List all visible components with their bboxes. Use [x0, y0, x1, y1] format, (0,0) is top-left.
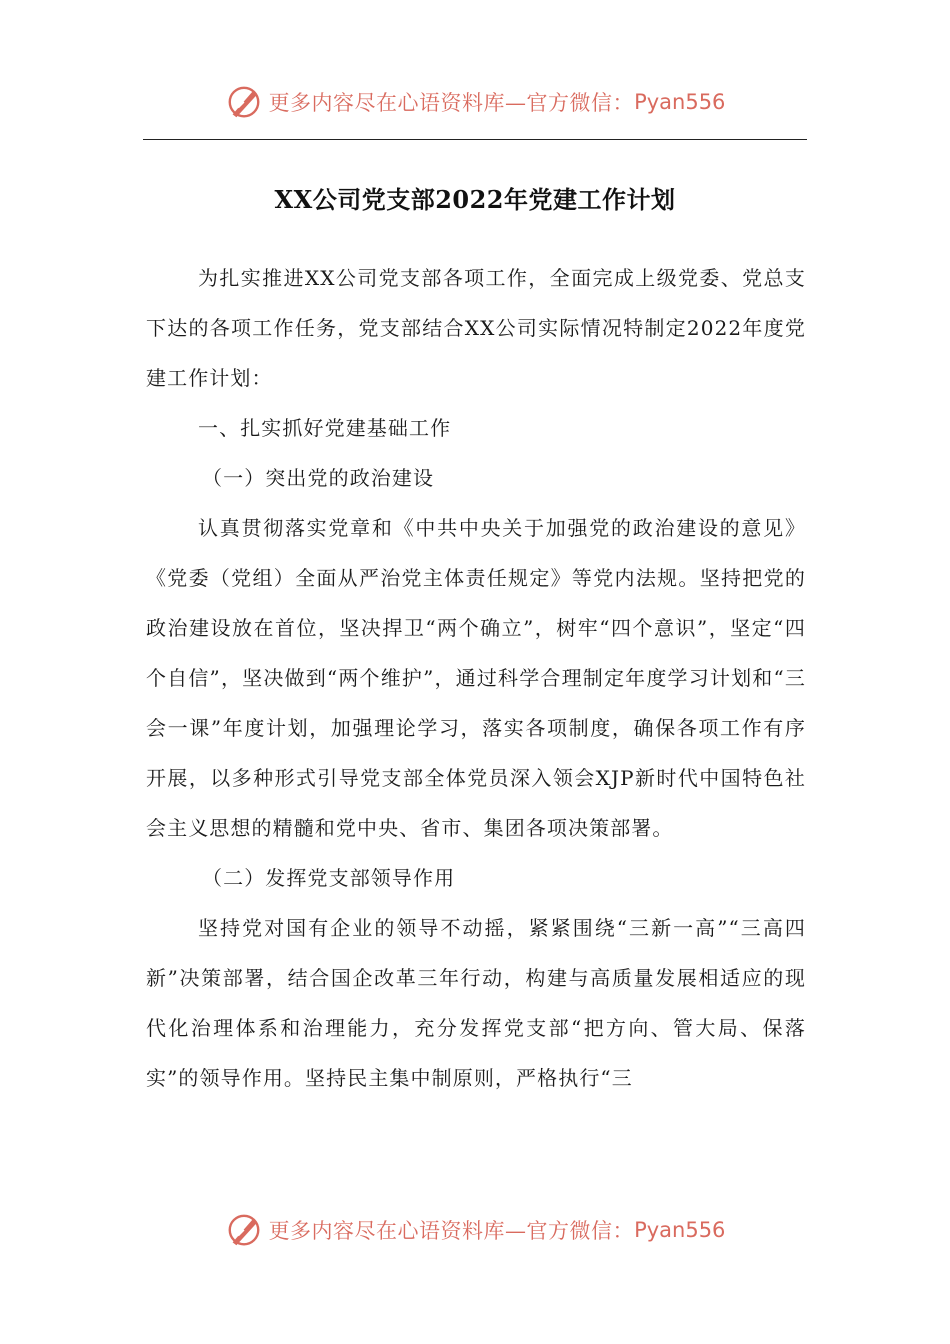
watermark-wechat-id: Pyan556	[634, 90, 726, 114]
section-heading: 一、扎实抓好党建基础工作	[198, 416, 452, 440]
header-watermark	[0, 80, 950, 124]
document-body	[146, 253, 806, 1103]
watermark-text: 更多内容尽在心语资料库—官方微信：	[268, 91, 635, 115]
body-paragraph: 认真贯彻落实党章和《中共中央关于加强党的政治建设的意见》《党委（党组）全面从严治党主体责任规定》等党内法规。坚持把党的政治建设放在首位，坚决捍卫“两个确立”，树牢“四个意识”，坚定“四个自信”，坚决做到“两个维护”，通过科学合理制定年度学习计划和“三会一课”年度计划，加强理论学习，落实各项制度，确保各项工作有序开展，以多种形式引导党支部全体党员深入领会XJP新时代中国特色社会主义思想的精髓和党中央、省市、集团各项决策部署。	[146, 516, 806, 840]
watermark-text: 更多内容尽在心语资料库—官方微信：	[268, 1219, 635, 1243]
watermark-wechat-id: Pyan556	[634, 1218, 726, 1242]
subsection-heading: （一）突出党的政治建设	[202, 466, 435, 490]
pen-nib-icon	[225, 83, 263, 121]
intro-paragraph: 为扎实推进XX公司党支部各项工作，全面完成上级党委、党总支下达的各项工作任务，党支部结合XX公司实际情况特制定2022年度党建工作计划：	[146, 266, 806, 390]
subsection-heading: （二）发挥党支部领导作用	[202, 866, 456, 890]
footer-watermark	[0, 1208, 950, 1252]
document-title: XX公司党支部2022年党建工作计划	[274, 185, 676, 214]
pen-nib-icon	[225, 1211, 263, 1249]
header-divider	[143, 139, 807, 140]
body-paragraph: 坚持党对国有企业的领导不动摇，紧紧围绕“三新一高”“三高四新”决策部署，结合国企改革三年行动，构建与高质量发展相适应的现代化治理体系和治理能力，充分发挥党支部“把方向、管大局、保落实”的领导作用。坚持民主集中制原则，严格执行“三	[146, 916, 806, 1090]
